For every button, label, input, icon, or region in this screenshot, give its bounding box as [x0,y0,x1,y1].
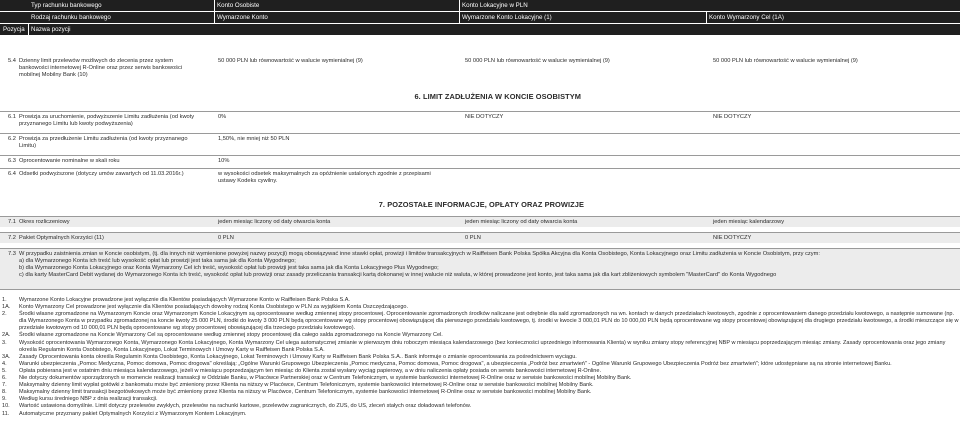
row-number: 7.2 [8,235,16,241]
footnote: 8. Maksymalny dzienny limit transakcji bezgotówkowych może być zmieniony przez Klienta na niższy w Placówce, Centrum Telefonicznym, systemie bankowości internetowej R-Online oraz w serwisie bankowości mobilnej Mobilny Bank. [2,389,592,396]
row-number: 5.4 [8,58,16,64]
row-7-3-line: W przypadku zaistnienia zmian w Koncie osobistym, (tj. dla innych niż wymienione powyżej nazwy pozycji) mogą obowiązywać inne stawki opłat, prowizji i limitów transakcyjnych w Raiffeisen Bank Polska Spółka Akcyjna dla Konta Osobistego, Konta Lokacyjnego oraz Limitu zadłużenia w Koncie Osobistym, przy czym: [19,251,820,257]
footnote: 2. Środki własne zgromadzone na Wymarzonym Koncie oraz Wymarzonym Koncie Lokacyjnym są oprocentowane według zmiennej stopy procentowej. Oprocentowanie zgromadzonych środków naliczane jest odrębnie dla sald zgromadzonych na wn. kontach w danych przedziałach kwotowych, zgodnie z oprocentowaniem danego przedziału kwotowego, a następnie sumowane (np. dla Wymarzonego Konta w przypadku zgromadzonej na koncie kwoty 25 000 PLN, środki do kwoty 3 000 PLN będą oprocentowane wg stopy procentowej obowiązującej dla pierwszego przedziału kwotowego, tj. środki w kwocie 3 000,01 PLN do 10 000,00 PLN będą oprocentowane wg stopy procentowej obowiązującej dla drugiego przedziału kwotowego, a środki mieszczące się w przedziale kwotowym od 10 000,01 PLN będą oprocentowane wg stopy procentowej obowiązującej dla trzeciego przedziału kwotowego). [2,311,959,332]
row-7-3-line: a) dla Wymarzonego Konta ich treść lub wysokość opłat lub prowizji jest taka sama jak dla Konta Wygodnego; [19,258,296,264]
table-row-6-3 [0,155,960,166]
row-label: Dzienny limit przelewów możliwych do zlecenia przez system bankowości internetowej R-Online oraz przez serwis bankowości mobilnej Mobilny Bank (10) [19,58,183,78]
row-7-3-line: b) dla Wymarzonego Konta Lokacyjnego oraz Konta Wymarzony Cel ich treść, wysokość opłat lub prowizji jest taka sama jak dla Konta Lokacyjnego Plus Wygodnego; [19,265,439,271]
table-row-7-1 [0,216,960,227]
footnotes [0,297,960,418]
row-value-1: 1,50%, nie mniej niż 50 PLN [218,136,290,142]
footnote: 1A. Konto Wymarzony Cel prowadzone jest wyłącznie dla Klientów posiadających dowolny rodzaj Konta Osobistego w PLN za wyjątkiem Konta Oszczędzającego. [2,304,409,311]
table-row-5-4 [0,56,960,88]
row-label: Prowizja za uruchomienie, podwyższenie Limitu zadłużenia (od kwoty przyznanego Limitu lub kwoty podwyższenia) [19,114,195,127]
section-7-title: 7. POZOSTAŁE INFORMACJE, OPŁATY ORAZ PROWIZJE [378,200,584,209]
row-number: 7.1 [8,219,16,225]
table-bottom-rule [0,289,960,290]
table-row-6-1 [0,111,960,132]
row-value-1: 0% [218,114,227,120]
row-label: Oprocentowanie nominalne w skali roku [19,158,120,164]
row-value-2: 0 PLN [465,235,481,241]
row-label: Prowizja za przedłużenie Limitu zadłużenia (od kwoty przyznanego Limitu) [19,136,188,149]
header-type-col2: Konto Lokacyjne w PLN [462,2,528,9]
table-row-7-2 [0,232,960,243]
footnote: 3. Wysokość oprocentowania Wymarzonego Konta, Wymarzonego Konta Lokacyjnego, Konta Wymarzony Cel ulega automatycznej zmianie w pierwszym dniu roboczym miesiąca kalendarzowego (bez konieczności uprzedniego informowania Klienta) w wyniku zmiany stopy referencyjnej NBP w miesiącu poprzedzającym miesiąc zmiany. Zasady oprocentowania oraz jego zmiany określa Regulamin Konta Osobistego, Konta Lokacyjnego, Lokat Terminowych i Umowy Karty w Raiffeisen Bank Polska S.A. [2,339,946,353]
row-number: 6.3 [8,158,16,164]
footnote: 11. Automatyczne przyznany pakiet Optymalnych Korzyści z Wymarzonym Kontem Lokacyjnym. [2,410,247,417]
row-value-1: 0 PLN [218,235,234,241]
row-label: Odsetki podwyższone (dotyczy umów zawartych od 11.03.2016r.) [19,171,184,177]
header-name-label: Nazwa pozycji [31,26,71,33]
header-row-kind [0,12,960,24]
row-value-1: 10% [218,158,230,164]
row-value-3: 50 000 PLN lub równowartość w walucie wymienialnej (9) [713,58,858,64]
table-row-6-4 [0,168,960,191]
footnote: 6. Nie dotyczy dokumentów sporządzonych w momencie realizacji transakcji w Oddziale Banku, w Placówce Partnerskiej oraz w Centrum Telefonicznym, w systemie bankowości internetowej R-Online oraz w serwisie bankowości mobilnej Mobilny Bank. [2,375,632,382]
row-value-1: 50 000 PLN lub równowartość w walucie wymienialnej (9) [218,58,363,64]
row-value-2: 50 000 PLN lub równowartość w walucie wymienialnej (9) [465,58,610,64]
table-header [0,0,960,36]
header-position-label: Pozycja [3,26,25,33]
footnote: 3A. Zasady Oprocentowania konta określa Regulamin Konta Osobistego, Konta Lokacyjnego, Lokat Terminowych i Umowy Karty w Raiffeisen Bank Polska S.A.. Bank informuje o zmianie oprocentowania za pośrednictwem wyciągu. [2,353,577,360]
header-kind-col2: Wymarzone Konto Lokacyjne (1) [462,14,552,21]
row-value-3: NIE DOTYCZY [713,114,752,120]
row-value-3: NIE DOTYCZY [713,235,752,241]
row-number: 6.1 [8,114,16,120]
header-kind-col1: Wymarzone Konto [217,14,268,21]
header-row-type [0,0,960,12]
header-type-col1: Konto Osobiste [217,2,260,9]
row-number: 7.3 [8,251,16,257]
footnote: 4. Warunki ubezpieczenia „Pomoc Medyczna, Pomoc domowa, Pomoc drogowa" określają: „Ogólne Warunki Grupowego Ubezpieczenia „Pomoc medyczna, Pomoc domowa, Pomoc drogowa", a ubezpieczenia „Podróż bez zmartwień" - Ogólne Warunki Grupowego Ubezpieczenia Podróż bez zmartwień"; które udostępniane są na stronie internetowej Banku. [2,360,892,367]
row-7-3-text [19,251,949,279]
footnote: 2A. Środki własne zgromadzone na Koncie Wymarzony Cel są oprocentowane według zmiennej stopy procentowej dla całego salda zgromadzonego na Koncie Wymarzony Cel. [2,332,443,339]
row-label: Okres rozliczeniowy [19,219,70,225]
row-value-1: jeden miesiąc liczony od daty otwarcia konta [218,219,331,225]
header-kind-label: Rodzaj rachunku bankowego [31,14,111,21]
footnote: 5. Opłata pobierana jest w ostatnim dniu miesiąca kalendarzowego, jeżeli w miesiącu poprzedzającym ten miesiąc do Klienta został wysłany wyciąg papierowy, a w dniu naliczenia opłaty posiada on serwis bankowości internetowej R-Online. [2,367,601,374]
row-value-2: NIE DOTYCZY [465,114,504,120]
row-7-3-line: c) dla karty MasterCard Debit wydanej do Wymarzonego Konta ich treść, wysokość opłat lub prowizji oraz zasady przeliczania transakcji kartą dokonanej w innej walucie niż waluta, w której prowadzone jest konto, jest taka sama jak dla kart zbliżeniowych symbolem "MasterCard" do Konta Wygodnego [19,272,777,278]
row-label: Pakiet Optymalnych Korzyści (11) [19,235,104,241]
footnote: 7. Maksymalny dzienny limit wypłat gotówki z bankomatu może być zmieniony przez Klienta na niższy w Placówce, Centrum Telefonicznym, systemie bankowości internetowej R-Online oraz w serwisie bankowości mobilnej Mobilny Bank. [2,382,594,389]
header-row-position [0,24,960,36]
row-value-1: w wysokości odsetek maksymalnych za opóźnienie ustalonych zgodnie z przepisami ustawy Kodeks cywilny. [218,171,431,184]
footnote: 1. Wymarzone Konto Lokacyjne prowadzone jest wyłącznie dla Klientów posiadających Wymarzone Konto w Raiffeisen Bank Polska S.A. [2,297,350,303]
row-number: 6.2 [8,136,16,142]
header-type-label: Typ rachunku bankowego [31,2,102,9]
footnote: 9. Według kursu średniego NBP z dnia realizacji transakcji. [2,396,158,403]
table-row-7-3 [0,248,960,289]
row-value-3: jeden miesiąc kalendarzowy [713,219,785,225]
section-6-title: 6. LIMIT ZADŁUŻENIA W KONCIE OSOBISTYM [414,92,581,101]
row-number: 6.4 [8,171,16,177]
row-value-2: jeden miesiąc liczony od daty otwarcia konta [465,219,578,225]
table-row-6-2 [0,133,960,154]
footnote: 10. Wartość ustawiona domyślnie. Limit dotyczy przelewów zwykłych, przelewów na rachunki kartowe, przelewów zagranicznych, do ZUS, do US, zleceń stałych oraz doładowań telefonów. [2,403,472,410]
header-kind-col3: Konto Wymarzony Cel (1A) [709,14,784,21]
